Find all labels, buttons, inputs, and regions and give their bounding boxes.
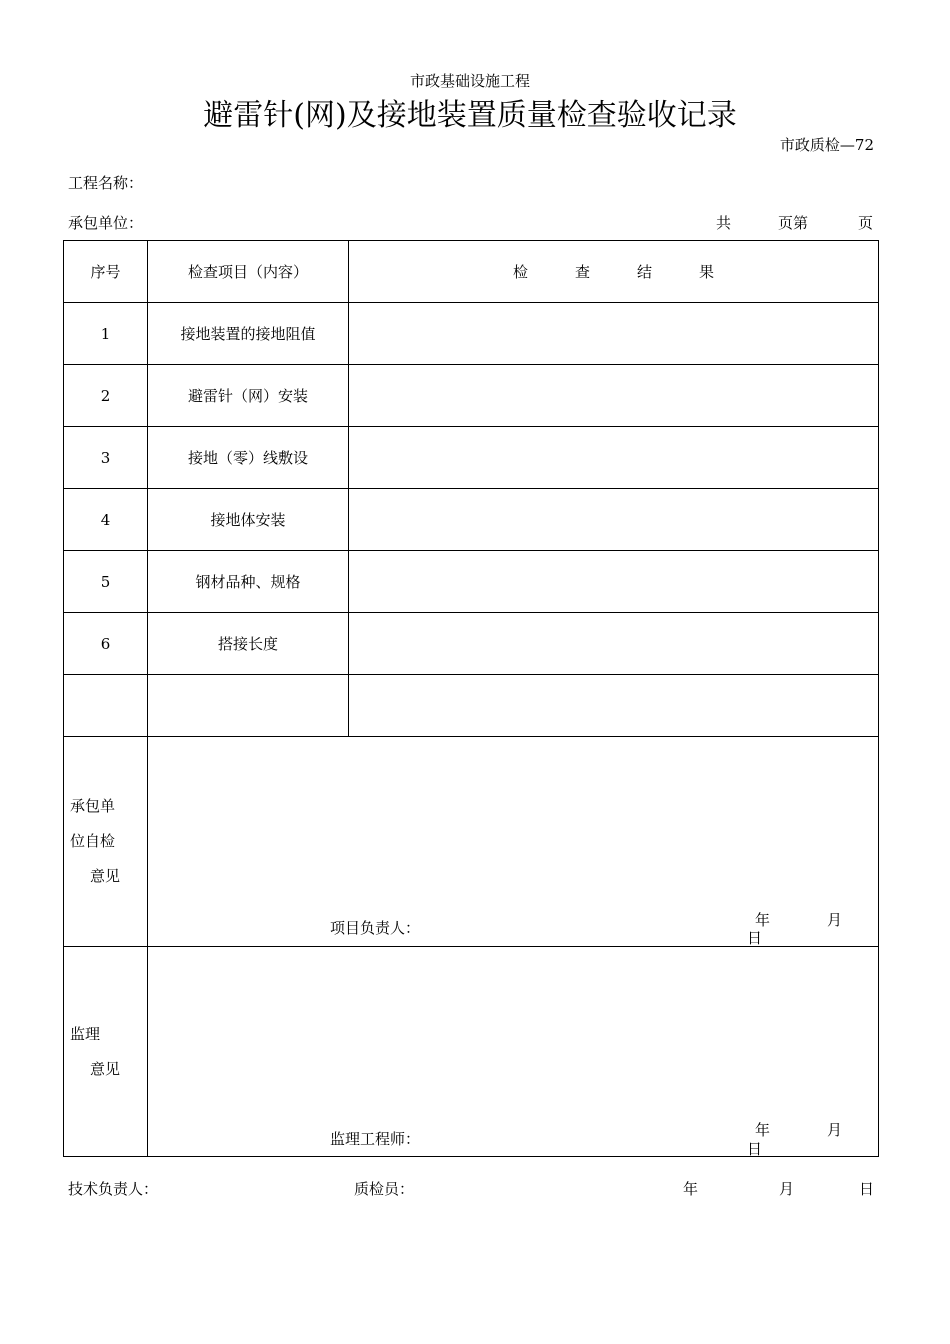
page-total-label: 共 — [716, 214, 732, 232]
table-row — [64, 365, 879, 427]
table-header-row — [64, 241, 879, 303]
row-no: 2 — [64, 365, 148, 427]
row-no: 1 — [64, 303, 148, 365]
table-row — [64, 427, 879, 489]
self-check-opinion-cell[interactable] — [148, 737, 879, 947]
contractor-label: 承包单位： — [68, 214, 144, 232]
supervision-row — [64, 947, 879, 1157]
row-item: 接地装置的接地阻值 — [148, 303, 349, 365]
supervision-year: 年 — [755, 1121, 771, 1139]
row-item: 避雷针（网）安装 — [148, 365, 349, 427]
page-mid-label: 页第 — [778, 214, 809, 232]
table-row — [64, 551, 879, 613]
form-title: 避雷针(网)及接地装置质量检查验收记录 — [203, 98, 737, 133]
supervision-label-cell — [64, 947, 148, 1157]
inspection-table — [63, 240, 879, 1157]
row-result[interactable] — [349, 365, 879, 427]
supervision-label: 监理 意见 — [70, 1025, 121, 1078]
project-name-label: 工程名称： — [68, 174, 144, 192]
tech-lead-label: 技术负责人： — [68, 1180, 159, 1198]
self-check-month: 月 — [827, 911, 843, 929]
footer-month: 月 — [779, 1180, 795, 1198]
row-result[interactable] — [349, 489, 879, 551]
row-result[interactable] — [349, 675, 879, 737]
footer-year: 年 — [683, 1180, 699, 1198]
row-item: 搭接长度 — [148, 613, 349, 675]
row-item: 钢材品种、规格 — [148, 551, 349, 613]
quality-inspector-label: 质检员： — [354, 1180, 415, 1198]
row-result[interactable] — [349, 613, 879, 675]
row-no: 6 — [64, 613, 148, 675]
table-row — [64, 489, 879, 551]
self-check-day: 日 — [747, 929, 763, 947]
self-check-label: 承包单 位自检 意见 — [70, 797, 121, 885]
row-result[interactable] — [349, 551, 879, 613]
page-end-label: 页 — [858, 214, 874, 232]
row-item: 接地体安装 — [148, 489, 349, 551]
row-no — [64, 675, 148, 737]
self-check-year: 年 — [755, 911, 771, 929]
row-result[interactable] — [349, 303, 879, 365]
table-row — [64, 303, 879, 365]
header-item: 检查项目（内容） — [148, 241, 349, 303]
supervision-month: 月 — [827, 1121, 843, 1139]
supervision-day: 日 — [747, 1140, 763, 1158]
row-no: 5 — [64, 551, 148, 613]
row-item: 接地（零）线敷设 — [148, 427, 349, 489]
supervising-engineer-label: 监理工程师： — [330, 1130, 421, 1148]
header-no: 序号 — [64, 241, 148, 303]
row-no: 4 — [64, 489, 148, 551]
supervision-opinion-cell[interactable] — [148, 947, 879, 1157]
self-check-label-cell — [64, 737, 148, 947]
project-manager-label: 项目负责人： — [330, 919, 421, 937]
self-check-row — [64, 737, 879, 947]
footer-day: 日 — [859, 1180, 875, 1198]
form-code: 市政质检—72 — [779, 136, 874, 154]
row-result[interactable] — [349, 427, 879, 489]
header-result: 检 查 结 果 — [349, 241, 879, 303]
row-item — [148, 675, 349, 737]
table-row — [64, 675, 879, 737]
row-no: 3 — [64, 427, 148, 489]
form-subtitle: 市政基础设施工程 — [409, 72, 530, 90]
table-row — [64, 613, 879, 675]
